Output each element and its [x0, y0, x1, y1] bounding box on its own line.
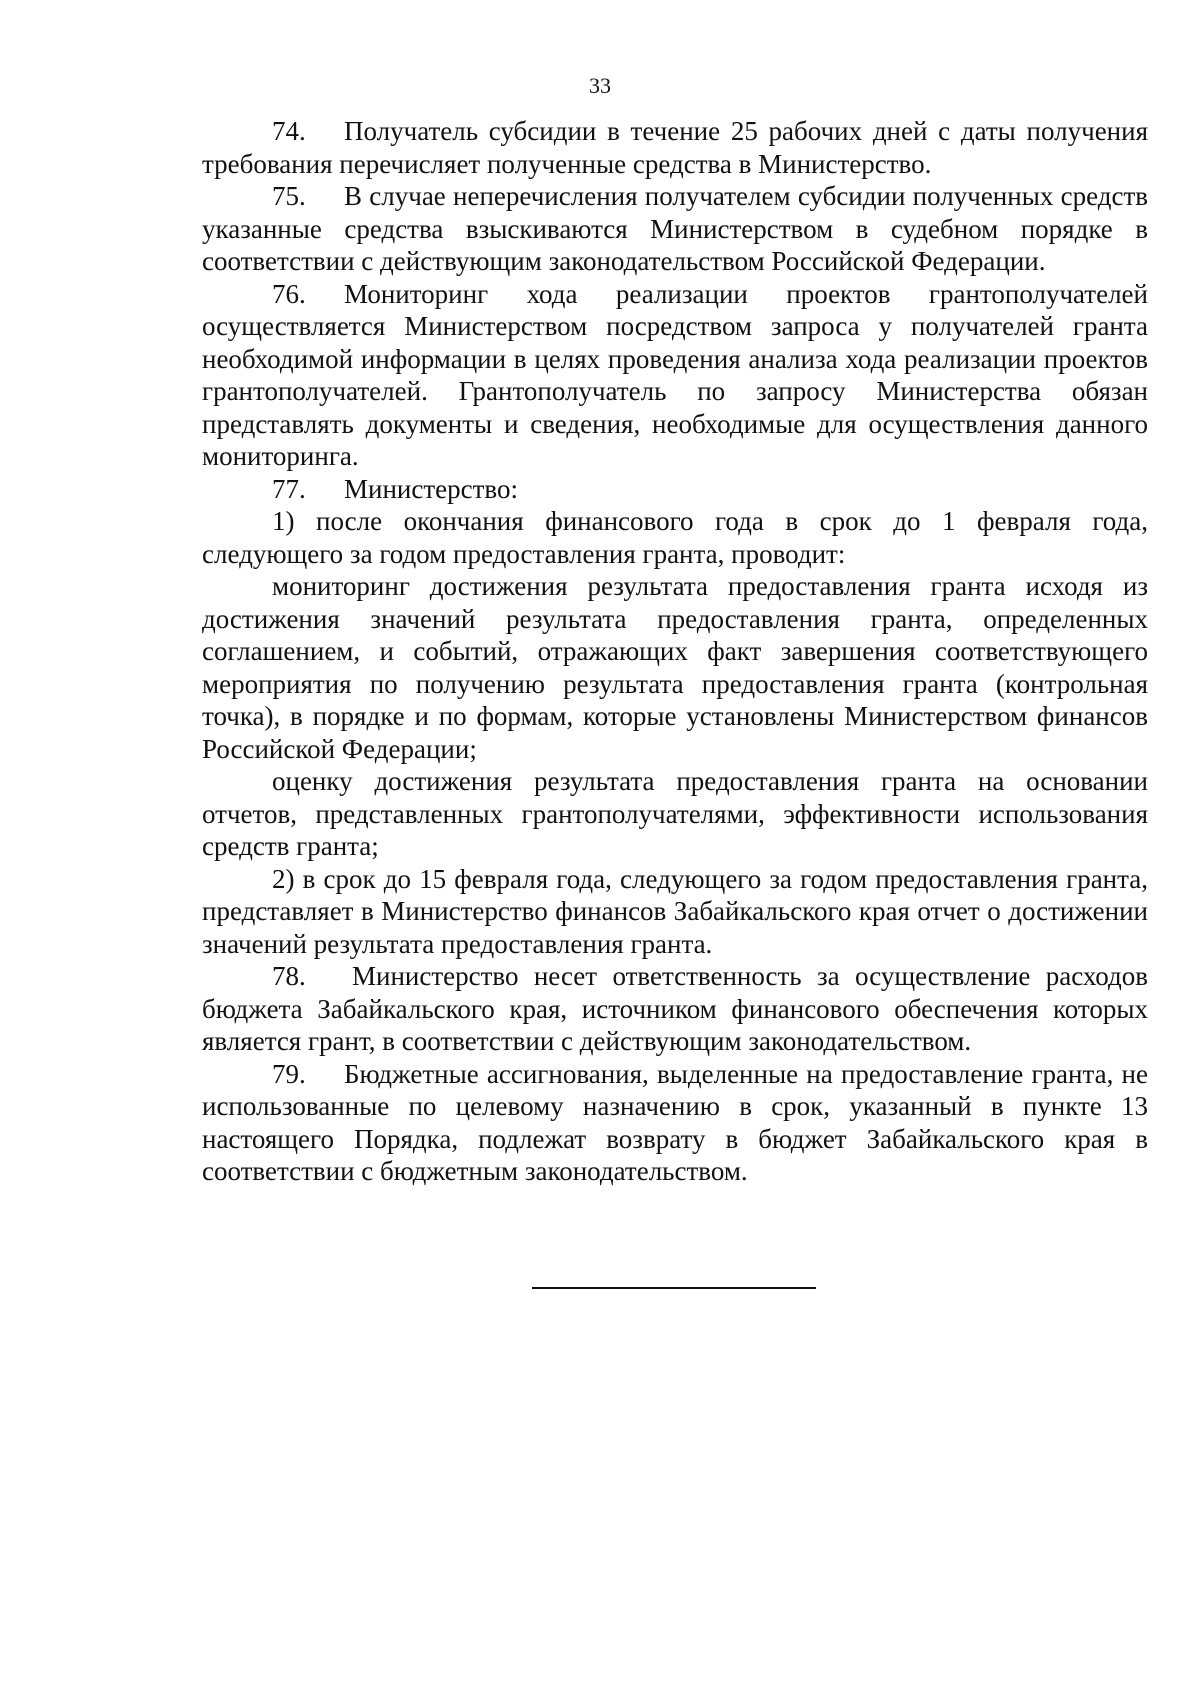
- paragraph-text: Министерство:: [344, 473, 518, 504]
- paragraph-77: [202, 473, 1148, 506]
- paragraph-text: Мониторинг хода реализации проектов грантополучателей осуществляется Министерством посредством запроса у получателей гранта необходимой информации в целях проведения анализа хода реализации проектов грантополучателей. Грантополучатель по запросу Министерства обязан представлять документы и сведения, необходимые для осуществления данного мониторинга.: [202, 278, 1148, 471]
- paragraph-number: 76.: [272, 278, 306, 309]
- paragraph-77-item-1: 1) после окончания финансового года в срок до 1 февраля года, следующего за годом предоставления гранта, проводит:: [202, 506, 1148, 569]
- paragraph-number: 77.: [272, 473, 306, 504]
- paragraph-77-item-2: 2) в срок до 15 февраля года, следующего за годом предоставления гранта, представляет в Министерство финансов Забайкальского края отчет о достижении значений результата предоставления гранта.: [202, 863, 1148, 959]
- paragraph-text: В случае неперечисления получателем субсидии полученных средств указанные средства взыскиваются Министерством в судебном порядке в соответствии с действующим законодательством Российской Федерации.: [202, 181, 1148, 276]
- paragraph-number: 78.: [272, 961, 306, 991]
- paragraph-77-item-1-monitoring: мониторинг достижения результата предоставления гранта исходя из достижения значений результата предоставления гранта, определенных соглашением, и событий, отражающих факт завершения соответствующего мероприятия по получению результата предоставления гранта (контрольная точка), в порядке и по формам, которые установлены Министерством финансов Российской Федерации;: [202, 571, 1148, 764]
- paragraph-77-item-1-evaluation: оценку достижения результата предоставления гранта на основании отчетов, представленных грантополучателями, эффективности использования средств гранта;: [202, 766, 1148, 861]
- paragraph-76: [202, 278, 1148, 473]
- paragraph-74: [202, 115, 1148, 180]
- paragraph-number: 74.: [272, 116, 306, 146]
- paragraph-79: [202, 1058, 1148, 1188]
- paragraph-75: [202, 180, 1148, 278]
- paragraph-number: 75.: [272, 181, 306, 211]
- paragraph-78: [202, 960, 1148, 1058]
- paragraph-text: Получатель субсидии в течение 25 рабочих дней с даты получения требования перечисляет полученные средства в Министерство.: [202, 116, 1148, 179]
- paragraph-text: Бюджетные ассигнования, выделенные на предоставление гранта, не использованные по целевому назначению в срок, указанный в пункте 13 настоящего Порядка, подлежат возврату в бюджет Забайкальского края в соответствии с бюджетным законодательством.: [202, 1058, 1148, 1186]
- document-body: [202, 115, 1148, 1188]
- paragraph-number: 79.: [272, 1058, 306, 1089]
- end-separator-line: [532, 1287, 816, 1289]
- paragraph-text: Министерство несет ответственность за осуществление расходов бюджета Забайкальского края, источником финансового обеспечения которых является грант, в соответствии с действующим законодательством.: [202, 961, 1148, 1056]
- page-number: 33: [589, 73, 611, 98]
